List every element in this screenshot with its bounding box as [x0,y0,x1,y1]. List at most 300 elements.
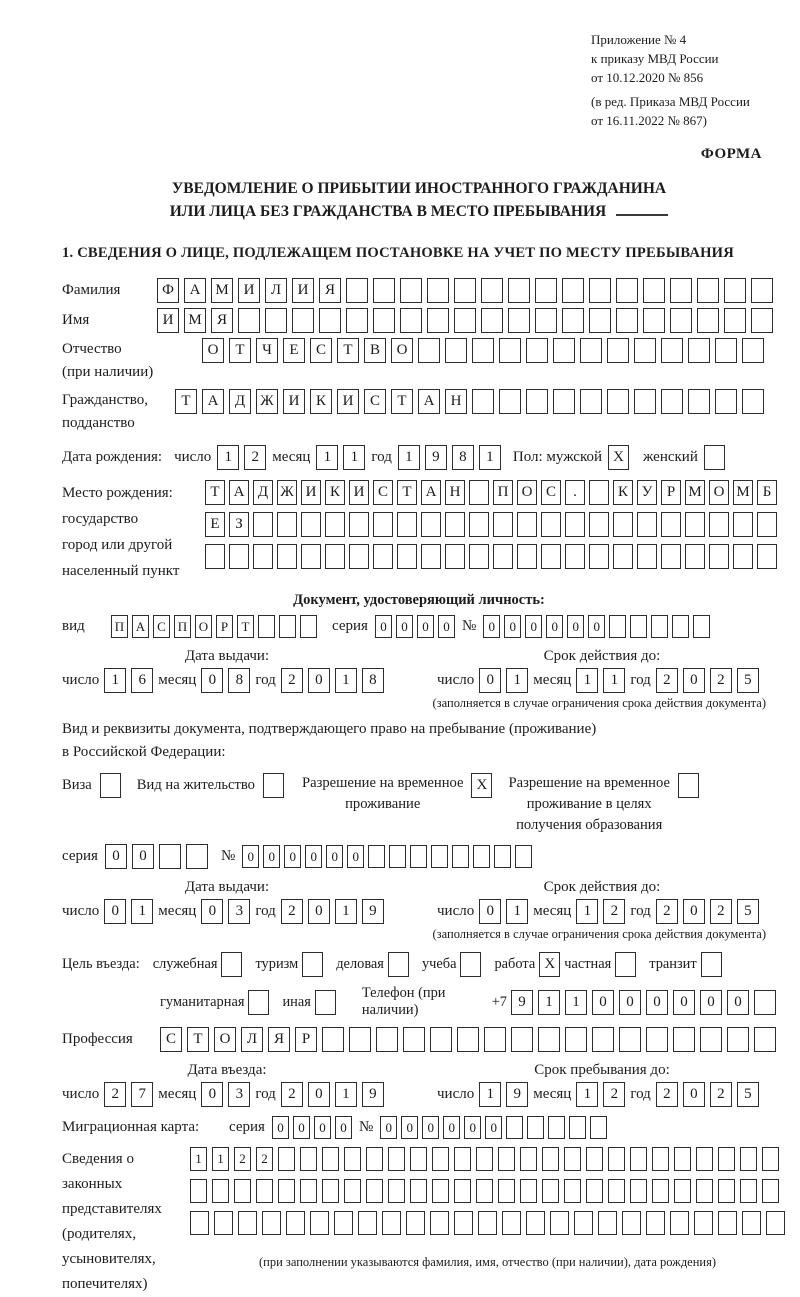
char-box[interactable]: 0 [132,844,154,869]
char-box[interactable] [661,389,683,414]
char-box[interactable] [718,1211,737,1235]
char-box[interactable] [388,1179,405,1203]
char-box[interactable] [410,1179,427,1203]
char-box[interactable]: 1 [576,1082,598,1107]
char-box[interactable]: 6 [131,668,153,693]
char-box[interactable] [452,845,469,868]
char-box[interactable] [538,1027,560,1052]
char-box[interactable] [685,512,705,537]
char-box[interactable] [751,308,773,333]
id-valid-year-input[interactable] [656,668,759,693]
char-box[interactable] [643,308,665,333]
birth-year-input[interactable] [398,445,501,470]
char-box[interactable]: 0 [443,1116,460,1139]
char-box[interactable]: 1 [479,445,501,470]
char-box[interactable] [724,278,746,303]
char-box[interactable]: Я [268,1027,290,1052]
char-box[interactable] [762,1179,779,1203]
char-box[interactable] [542,1179,559,1203]
char-box[interactable] [253,544,273,569]
char-box[interactable] [432,1147,449,1171]
char-box[interactable] [499,338,521,363]
char-box[interactable] [382,1211,401,1235]
char-box[interactable] [751,278,773,303]
purpose-other-checkbox[interactable] [315,990,336,1015]
char-box[interactable] [373,544,393,569]
char-box[interactable] [214,1211,233,1235]
char-box[interactable] [580,389,602,414]
name-input[interactable] [157,308,773,333]
char-box[interactable] [565,544,585,569]
char-box[interactable] [373,308,395,333]
char-box[interactable] [421,512,441,537]
char-box[interactable] [300,1179,317,1203]
char-box[interactable] [508,278,530,303]
char-box[interactable] [526,338,548,363]
char-box[interactable]: 1 [131,899,153,924]
char-box[interactable] [493,512,513,537]
char-box[interactable] [652,1179,669,1203]
char-box[interactable]: 2 [710,899,732,924]
char-box[interactable]: 0 [546,615,563,638]
char-box[interactable] [661,544,681,569]
char-box[interactable]: 1 [506,668,528,693]
char-box[interactable]: 0 [588,615,605,638]
char-box[interactable] [694,1211,713,1235]
char-box[interactable]: О [195,615,212,638]
char-box[interactable] [685,544,705,569]
char-box[interactable] [406,1211,425,1235]
id-issue-day-input[interactable] [104,668,153,693]
char-box[interactable] [403,1027,425,1052]
res-issue-day-input[interactable] [104,899,153,924]
char-box[interactable] [564,1179,581,1203]
purpose-business-checkbox[interactable] [388,952,409,977]
temp-residence-checkbox[interactable]: X [471,773,492,798]
char-box[interactable] [535,278,557,303]
char-box[interactable]: Н [445,480,465,505]
char-box[interactable] [715,389,737,414]
doc-number-input[interactable] [483,615,710,638]
char-box[interactable]: 9 [425,445,447,470]
char-box[interactable] [421,544,441,569]
char-box[interactable] [672,615,689,638]
id-issue-month-input[interactable] [201,668,250,693]
char-box[interactable]: 2 [656,899,678,924]
res-number-input[interactable] [242,845,532,868]
char-box[interactable] [498,1179,515,1203]
char-box[interactable]: А [184,278,206,303]
char-box[interactable]: 0 [242,845,259,868]
char-box[interactable]: Е [283,338,305,363]
representatives-row1-input[interactable] [190,1147,785,1171]
char-box[interactable]: 0 [727,990,749,1015]
char-box[interactable] [670,308,692,333]
char-box[interactable]: 0 [464,1116,481,1139]
char-box[interactable]: Д [229,389,251,414]
char-box[interactable] [643,278,665,303]
char-box[interactable] [661,512,681,537]
char-box[interactable]: 9 [362,899,384,924]
char-box[interactable]: 0 [683,899,705,924]
char-box[interactable] [400,308,422,333]
char-box[interactable] [277,544,297,569]
char-box[interactable]: 0 [417,615,434,638]
sex-female-checkbox[interactable] [704,445,725,470]
char-box[interactable]: 5 [737,899,759,924]
char-box[interactable] [637,512,657,537]
char-box[interactable]: М [184,308,206,333]
char-box[interactable] [469,480,489,505]
char-box[interactable]: 8 [362,668,384,693]
char-box[interactable]: 2 [656,668,678,693]
char-box[interactable] [646,1211,665,1235]
stay-month-input[interactable] [576,1082,625,1107]
char-box[interactable] [592,1027,614,1052]
char-box[interactable] [310,1211,329,1235]
char-box[interactable]: 0 [104,899,126,924]
char-box[interactable] [159,844,181,869]
char-box[interactable]: 0 [619,990,641,1015]
char-box[interactable] [478,1211,497,1235]
char-box[interactable] [562,278,584,303]
char-box[interactable] [334,1211,353,1235]
char-box[interactable] [693,615,710,638]
char-box[interactable] [205,544,225,569]
char-box[interactable] [622,1211,641,1235]
char-box[interactable]: 1 [538,990,560,1015]
char-box[interactable] [740,1147,757,1171]
char-box[interactable] [564,1147,581,1171]
char-box[interactable] [410,1147,427,1171]
char-box[interactable]: П [174,615,191,638]
id-issue-year-input[interactable] [281,668,384,693]
sex-male-checkbox[interactable]: X [608,445,629,470]
char-box[interactable]: 2 [256,1147,273,1171]
char-box[interactable] [574,1211,593,1235]
char-box[interactable] [277,512,297,537]
char-box[interactable] [590,1116,607,1139]
char-box[interactable]: 1 [576,668,598,693]
char-box[interactable]: 0 [401,1116,418,1139]
phone-input[interactable] [511,990,776,1015]
char-box[interactable]: З [229,512,249,537]
char-box[interactable] [457,1027,479,1052]
char-box[interactable]: 0 [314,1116,331,1139]
char-box[interactable]: 1 [335,899,357,924]
char-box[interactable]: 9 [506,1082,528,1107]
purpose-work-checkbox[interactable]: X [539,952,560,977]
res-issue-month-input[interactable] [201,899,250,924]
char-box[interactable] [616,308,638,333]
char-box[interactable] [366,1179,383,1203]
char-box[interactable]: И [157,308,179,333]
char-box[interactable] [515,845,532,868]
purpose-study-checkbox[interactable] [460,952,481,977]
char-box[interactable]: 0 [308,899,330,924]
char-box[interactable]: 0 [700,990,722,1015]
char-box[interactable] [589,544,609,569]
char-box[interactable]: 0 [308,1082,330,1107]
char-box[interactable] [670,278,692,303]
char-box[interactable] [517,512,537,537]
char-box[interactable] [278,1179,295,1203]
char-box[interactable]: 0 [438,615,455,638]
char-box[interactable] [445,338,467,363]
char-box[interactable]: Т [175,389,197,414]
char-box[interactable] [580,338,602,363]
char-box[interactable]: 2 [244,445,266,470]
mig-series-input[interactable] [272,1116,352,1139]
char-box[interactable] [661,338,683,363]
char-box[interactable]: И [238,278,260,303]
char-box[interactable]: 0 [284,845,301,868]
char-box[interactable] [300,615,317,638]
char-box[interactable] [697,308,719,333]
char-box[interactable] [366,1147,383,1171]
char-box[interactable] [469,544,489,569]
char-box[interactable] [322,1179,339,1203]
char-box[interactable] [373,512,393,537]
char-box[interactable] [430,1211,449,1235]
char-box[interactable] [349,544,369,569]
char-box[interactable]: 2 [104,1082,126,1107]
char-box[interactable] [542,1147,559,1171]
char-box[interactable]: 7 [131,1082,153,1107]
char-box[interactable] [430,1027,452,1052]
profession-input[interactable] [160,1027,776,1052]
char-box[interactable]: К [310,389,332,414]
char-box[interactable] [634,338,656,363]
stay-year-input[interactable] [656,1082,759,1107]
char-box[interactable] [527,1116,544,1139]
char-box[interactable] [757,544,777,569]
char-box[interactable]: 1 [316,445,338,470]
char-box[interactable]: 1 [576,899,598,924]
surname-input[interactable] [157,278,773,303]
char-box[interactable] [742,338,764,363]
char-box[interactable]: 0 [525,615,542,638]
char-box[interactable]: 2 [281,1082,303,1107]
char-box[interactable]: 2 [603,1082,625,1107]
char-box[interactable] [541,512,561,537]
char-box[interactable]: 0 [504,615,521,638]
char-box[interactable] [616,278,638,303]
char-box[interactable] [373,278,395,303]
birthplace-row3-input[interactable] [205,544,777,569]
char-box[interactable]: Т [397,480,417,505]
char-box[interactable]: С [364,389,386,414]
char-box[interactable] [609,615,626,638]
char-box[interactable] [493,544,513,569]
char-box[interactable]: О [517,480,537,505]
char-box[interactable]: К [325,480,345,505]
char-box[interactable] [346,278,368,303]
purpose-transit-checkbox[interactable] [701,952,722,977]
char-box[interactable]: 1 [565,990,587,1015]
char-box[interactable]: 0 [201,899,223,924]
char-box[interactable]: Я [319,278,341,303]
birthplace-row1-input[interactable] [205,480,777,505]
char-box[interactable] [674,1147,691,1171]
char-box[interactable]: Т [391,389,413,414]
char-box[interactable] [548,1116,565,1139]
char-box[interactable]: Н [445,389,467,414]
char-box[interactable] [481,278,503,303]
char-box[interactable] [718,1147,735,1171]
char-box[interactable] [502,1211,521,1235]
char-box[interactable] [376,1027,398,1052]
char-box[interactable] [368,845,385,868]
char-box[interactable]: Т [205,480,225,505]
char-box[interactable]: С [373,480,393,505]
char-box[interactable] [454,308,476,333]
char-box[interactable] [325,512,345,537]
char-box[interactable] [349,1027,371,1052]
char-box[interactable]: Д [253,480,273,505]
char-box[interactable] [727,1027,749,1052]
char-box[interactable] [608,1147,625,1171]
char-box[interactable]: О [709,480,729,505]
char-box[interactable]: 1 [335,1082,357,1107]
char-box[interactable]: 5 [737,668,759,693]
char-box[interactable] [589,308,611,333]
char-box[interactable]: Т [337,338,359,363]
representatives-row2-input[interactable] [190,1179,785,1203]
char-box[interactable]: Л [265,278,287,303]
char-box[interactable] [256,1179,273,1203]
char-box[interactable] [265,308,287,333]
char-box[interactable] [766,1211,785,1235]
char-box[interactable]: 0 [293,1116,310,1139]
char-box[interactable] [613,544,633,569]
char-box[interactable] [740,1179,757,1203]
char-box[interactable] [279,615,296,638]
char-box[interactable]: 8 [228,668,250,693]
char-box[interactable] [670,1211,689,1235]
char-box[interactable]: 0 [422,1116,439,1139]
char-box[interactable] [499,389,521,414]
char-box[interactable] [526,389,548,414]
char-box[interactable] [562,308,584,333]
char-box[interactable] [494,845,511,868]
visa-checkbox[interactable] [100,773,121,798]
char-box[interactable]: 0 [105,844,127,869]
char-box[interactable] [550,1211,569,1235]
char-box[interactable]: А [418,389,440,414]
res-valid-year-input[interactable] [656,899,759,924]
char-box[interactable]: А [202,389,224,414]
char-box[interactable] [511,1027,533,1052]
char-box[interactable] [700,1027,722,1052]
char-box[interactable] [445,544,465,569]
char-box[interactable] [646,1027,668,1052]
char-box[interactable] [427,308,449,333]
char-box[interactable]: 1 [343,445,365,470]
char-box[interactable] [400,278,422,303]
char-box[interactable] [508,308,530,333]
purpose-official-checkbox[interactable] [221,952,242,977]
char-box[interactable]: 1 [190,1147,207,1171]
char-box[interactable]: 2 [603,899,625,924]
char-box[interactable]: Я [211,308,233,333]
char-box[interactable]: 0 [683,1082,705,1107]
char-box[interactable] [613,512,633,537]
char-box[interactable] [476,1179,493,1203]
char-box[interactable] [742,389,764,414]
char-box[interactable] [286,1211,305,1235]
char-box[interactable]: 1 [335,668,357,693]
char-box[interactable] [344,1147,361,1171]
char-box[interactable]: Ч [256,338,278,363]
char-box[interactable]: 2 [281,899,303,924]
char-box[interactable] [190,1211,209,1235]
char-box[interactable]: А [132,615,149,638]
char-box[interactable]: 0 [308,668,330,693]
char-box[interactable] [630,1147,647,1171]
char-box[interactable] [565,512,585,537]
char-box[interactable] [389,845,406,868]
char-box[interactable] [301,544,321,569]
char-box[interactable] [757,512,777,537]
char-box[interactable] [190,1179,207,1203]
char-box[interactable] [506,1116,523,1139]
char-box[interactable] [301,512,321,537]
char-box[interactable]: 8 [452,445,474,470]
char-box[interactable] [472,389,494,414]
residence-permit-checkbox[interactable] [263,773,284,798]
char-box[interactable] [388,1147,405,1171]
id-valid-month-input[interactable] [576,668,625,693]
id-valid-day-input[interactable] [479,668,528,693]
char-box[interactable] [696,1147,713,1171]
char-box[interactable]: А [229,480,249,505]
char-box[interactable]: 0 [380,1116,397,1139]
char-box[interactable] [322,1147,339,1171]
char-box[interactable] [454,1179,471,1203]
purpose-humanitarian-checkbox[interactable] [248,990,269,1015]
char-box[interactable] [358,1211,377,1235]
entry-month-input[interactable] [201,1082,250,1107]
char-box[interactable]: 2 [656,1082,678,1107]
char-box[interactable] [598,1211,617,1235]
char-box[interactable] [733,544,753,569]
char-box[interactable]: О [214,1027,236,1052]
char-box[interactable]: М [733,480,753,505]
char-box[interactable]: 0 [567,615,584,638]
char-box[interactable] [673,1027,695,1052]
char-box[interactable] [445,512,465,537]
char-box[interactable]: Т [237,615,254,638]
char-box[interactable]: 0 [479,668,501,693]
char-box[interactable]: 2 [710,1082,732,1107]
char-box[interactable] [608,1179,625,1203]
char-box[interactable] [696,1179,713,1203]
char-box[interactable]: . [565,480,585,505]
char-box[interactable] [637,544,657,569]
char-box[interactable] [397,544,417,569]
char-box[interactable] [674,1179,691,1203]
char-box[interactable]: 2 [710,668,732,693]
char-box[interactable] [469,512,489,537]
char-box[interactable] [344,1179,361,1203]
char-box[interactable] [589,278,611,303]
char-box[interactable] [709,544,729,569]
char-box[interactable] [754,1027,776,1052]
char-box[interactable]: 0 [646,990,668,1015]
char-box[interactable] [630,615,647,638]
res-valid-month-input[interactable] [576,899,625,924]
